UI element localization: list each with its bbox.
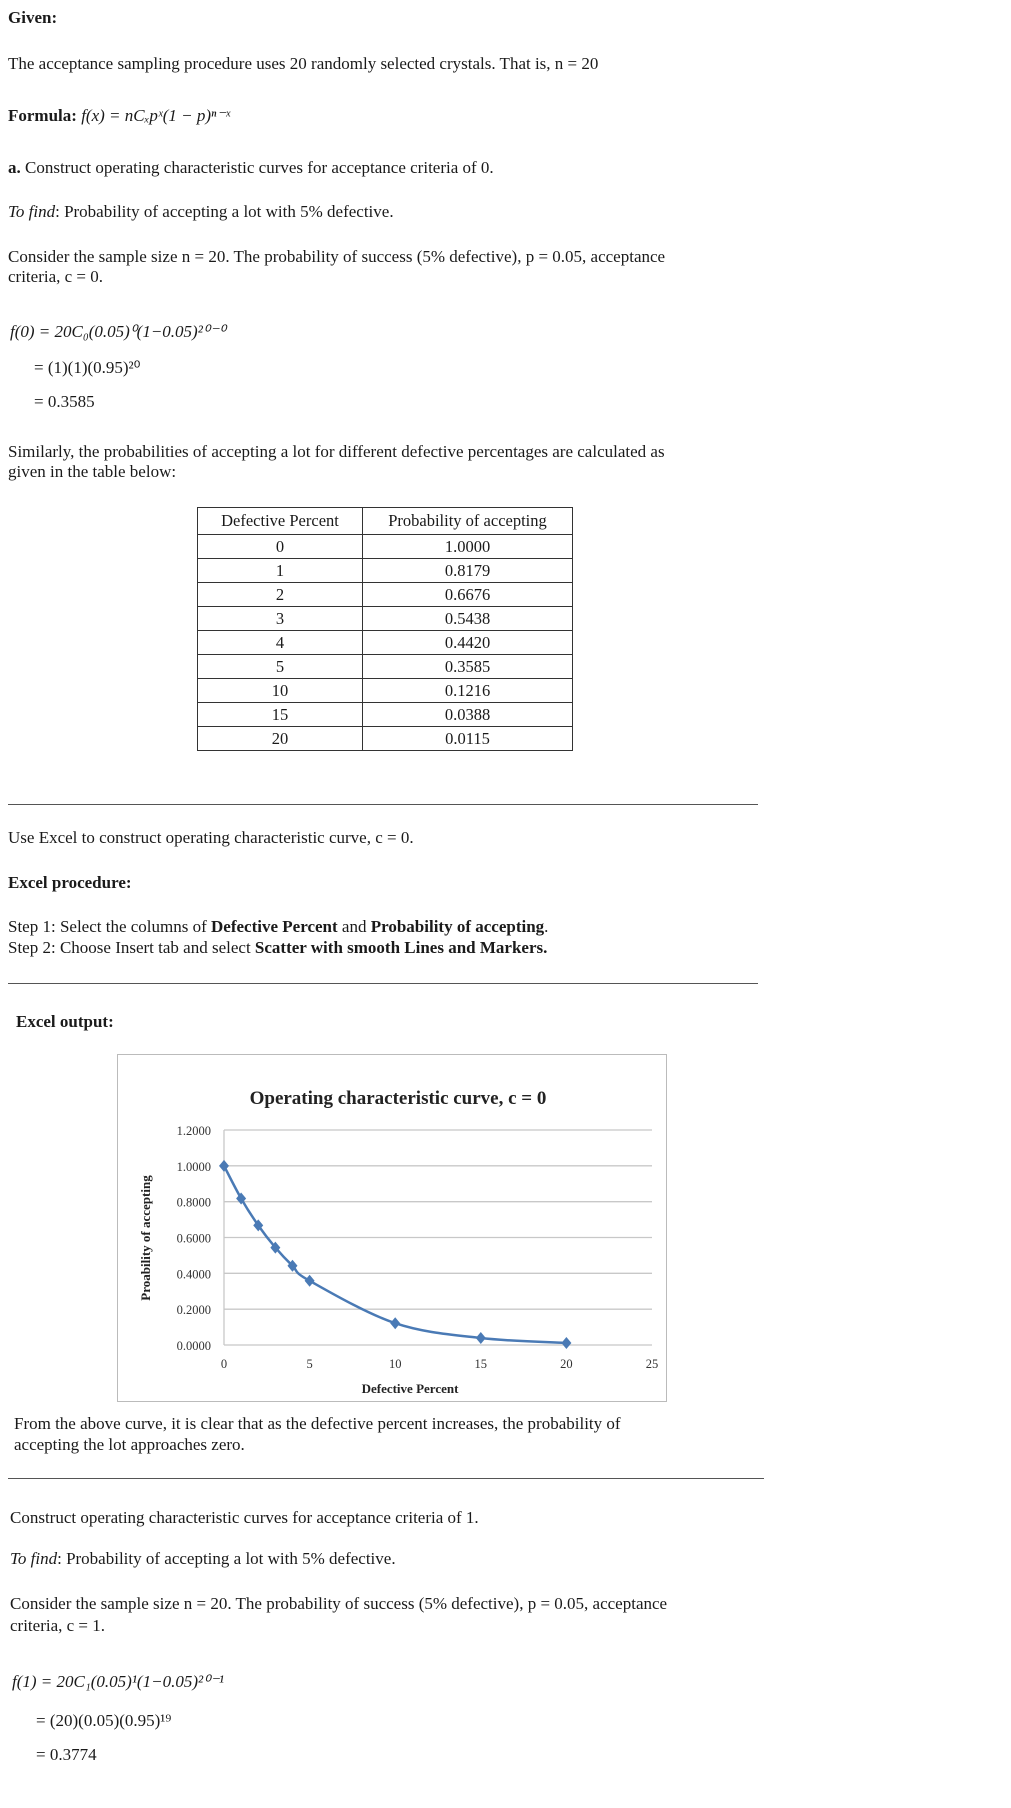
probability-cell: 0.6676	[363, 583, 573, 607]
table-row	[198, 535, 573, 559]
step-2	[8, 938, 547, 958]
probability-cell: 0.5438	[363, 607, 573, 631]
part-a-eq3: = 0.3585	[34, 392, 95, 411]
to-find-text: : Probability of accepting a lot with 5% defective.	[55, 202, 394, 221]
probability-cell: 0.0388	[363, 703, 573, 727]
step2-bold: Scatter with smooth Lines and Markers.	[254, 938, 548, 957]
step1-bold1: Defective Percent	[211, 917, 338, 936]
probability-cell: 0.1216	[363, 679, 573, 703]
excel-procedure-heading: Excel procedure:	[8, 873, 132, 892]
defective-percent-cell: 0	[198, 535, 363, 559]
defective-percent-cell: 15	[198, 703, 363, 727]
y-tick-label: 0.2000	[176, 1303, 211, 1318]
step1-bold2: Probability of accepting	[370, 917, 545, 936]
part-a-consider-1: Consider the sample size n = 20. The probability of success (5% defective), p = 0.05, acceptance	[8, 247, 666, 266]
defective-percent-cell: 2	[198, 583, 363, 607]
y-tick-label: 0.6000	[176, 1231, 211, 1246]
part-a-consider-2: criteria, c = 0.	[8, 267, 104, 286]
chart-title: Operating characteristic curve, c = 0	[249, 1088, 547, 1109]
x-tick-label: 5	[306, 1357, 313, 1371]
part-a-eq1: f(0) = 20C₀(0.05)⁰(1−0.05)²⁰⁻⁰	[10, 322, 226, 341]
divider	[8, 1478, 764, 1479]
defective-percent-cell: 1	[198, 559, 363, 583]
x-tick-label: 20	[560, 1357, 573, 1371]
x-tick-label: 0	[220, 1357, 228, 1371]
divider	[8, 804, 758, 805]
formula-label: Formula:	[8, 106, 77, 125]
y-axis-label: Proability of accepting	[138, 1175, 153, 1301]
table-row	[198, 607, 573, 631]
x-tick-label: 15	[474, 1357, 488, 1371]
excel-output-heading: Excel output:	[16, 1012, 114, 1031]
probability-table	[197, 507, 573, 751]
part-b-consider-2: criteria, c = 1.	[10, 1616, 106, 1635]
part-a-eq2: = (1)(1)(0.95)²⁰	[34, 358, 141, 377]
probability-cell: 1.0000	[363, 535, 573, 559]
part-b-statement: Construct operating characteristic curves for acceptance criteria of 1.	[10, 1508, 479, 1527]
formula-expression: f(x) = nCₓpˣ(1 − p)ⁿ⁻ˣ	[81, 106, 231, 125]
part-a-text: Construct operating characteristic curves for acceptance criteria of 0.	[25, 158, 494, 177]
probability-cell: 0.4420	[363, 631, 573, 655]
defective-percent-cell: 10	[198, 679, 363, 703]
step1-end: .	[544, 917, 549, 936]
divider	[8, 983, 758, 984]
defective-percent-cell: 5	[198, 655, 363, 679]
probability-cell: 0.8179	[363, 559, 573, 583]
step2-prefix: Step 2: Choose Insert tab and select	[8, 938, 255, 957]
step1-prefix: Step 1: Select the columns of	[8, 917, 212, 936]
formula	[8, 106, 230, 126]
x-tick-label: 25	[645, 1357, 659, 1371]
chart-frame	[117, 1054, 667, 1402]
given-heading: Given:	[8, 8, 58, 27]
part-a-to-find	[8, 202, 394, 222]
to-find-label: To find	[8, 202, 56, 221]
x-tick-label: 10	[388, 1357, 402, 1371]
table-row	[198, 679, 573, 703]
part-b-eq3: = 0.3774	[36, 1745, 97, 1764]
to-find-text: : Probability of accepting a lot with 5% defective.	[57, 1549, 396, 1568]
step1-mid: and	[337, 917, 371, 936]
table-row	[198, 655, 573, 679]
probability-cell: 0.0115	[363, 727, 573, 751]
table-row	[198, 631, 573, 655]
header-probability: Probability of accepting	[363, 508, 573, 535]
step-1	[8, 917, 548, 937]
to-find-label: To find	[10, 1549, 58, 1568]
x-axis-label: Defective Percent	[361, 1381, 459, 1396]
y-tick-label: 0.4000	[176, 1267, 211, 1282]
part-b-to-find	[10, 1549, 396, 1569]
conclusion-line-1: From the above curve, it is clear that as the defective percent increases, the probability of	[14, 1414, 621, 1433]
defective-percent-cell: 3	[198, 607, 363, 631]
excel-intro: Use Excel to construct operating characteristic curve, c = 0.	[8, 828, 414, 847]
similarly-line-2: given in the table below:	[8, 462, 177, 481]
part-b-consider-1: Consider the sample size n = 20. The probability of success (5% defective), p = 0.05, acceptance	[10, 1594, 668, 1613]
given-text: The acceptance sampling procedure uses 20 randomly selected crystals. That is, n = 20	[8, 54, 599, 73]
y-tick-label: 1.0000	[176, 1159, 211, 1174]
table-row	[198, 583, 573, 607]
y-tick-label: 1.2000	[176, 1124, 211, 1138]
table-row	[198, 559, 573, 583]
probability-cell: 0.3585	[363, 655, 573, 679]
defective-percent-cell: 20	[198, 727, 363, 751]
y-tick-label: 0.0000	[176, 1339, 211, 1353]
table-row	[198, 727, 573, 751]
header-defective-percent: Defective Percent	[198, 508, 363, 535]
similarly-line-1: Similarly, the probabilities of accepting a lot for different defective percentages are calculated as	[8, 442, 665, 461]
table-row	[198, 703, 573, 727]
part-a-statement	[8, 158, 494, 178]
part-a-label: a.	[8, 158, 21, 177]
part-b-eq2: = (20)(0.05)(0.95)¹⁹	[36, 1711, 172, 1730]
y-tick-label: 0.8000	[176, 1195, 211, 1210]
defective-percent-cell: 4	[198, 631, 363, 655]
part-b-eq1: f(1) = 20C₁(0.05)¹(1−0.05)²⁰⁻¹	[12, 1672, 224, 1691]
conclusion-line-2: accepting the lot approaches zero.	[14, 1435, 245, 1454]
